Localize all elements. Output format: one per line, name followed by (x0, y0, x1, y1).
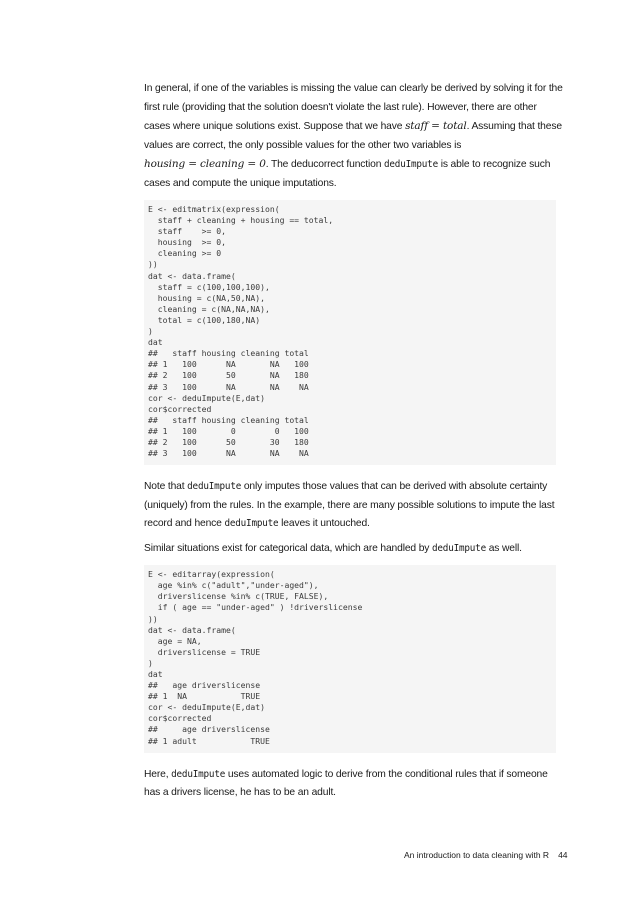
paragraph-categorical (144, 540, 556, 559)
code-line: cor <- deduImpute(E,dat) (148, 392, 265, 403)
inline-code: deduImpute (171, 768, 226, 780)
math-expression: staff = total (405, 120, 467, 132)
footer-title: An introduction to data cleaning with R (404, 850, 550, 860)
text-line: cases and compute the unique imputations. (144, 177, 337, 189)
code-line: ) (148, 326, 153, 337)
text-line (144, 478, 556, 497)
code-line: )) (148, 613, 158, 624)
code-block-editarray (144, 565, 556, 753)
text-span: . The deducorrect function (265, 159, 384, 170)
text-line (144, 155, 556, 175)
page-number: 44 (558, 850, 568, 860)
code-line: ## 3 100 NA NA NA (148, 381, 309, 392)
text-line: (uniquely) from the rules. In the example, there are many possible solutions to impute the last (144, 499, 555, 511)
code-line: cleaning >= 0 (148, 248, 222, 259)
code-line: staff >= 0, (148, 226, 226, 237)
code-line: )) (148, 259, 158, 270)
page-content (144, 80, 563, 803)
code-line: ## 1 adult TRUE (148, 735, 270, 746)
code-line: ## 2 100 50 30 180 (148, 436, 309, 447)
text-line (144, 540, 556, 559)
text-span: Similar situations exist for categorical data, which are handled by (144, 542, 432, 554)
code-line: ## age driverslicense (148, 680, 261, 691)
text-span: Note that (144, 481, 188, 493)
code-line: ## 2 100 50 NA 180 (148, 370, 309, 381)
code-line: ) (148, 657, 153, 668)
code-line: E <- editmatrix(expression( (148, 204, 280, 214)
code-line: E <- editarray(expression( (148, 569, 275, 580)
code-line: if ( age == "under-aged" ) !driverslicense (148, 602, 363, 613)
code-line: cor$corrected (148, 713, 212, 724)
text-line (144, 117, 562, 137)
paragraph-note (144, 478, 556, 534)
code-line: cor <- deduImpute(E,dat) (148, 702, 265, 713)
code-line: total = c(100,180,NA) (148, 314, 261, 325)
text-line: has a drivers license, he has to be an adult. (144, 787, 336, 799)
math-expression: housing = cleaning = 0 (144, 158, 266, 170)
code-line: housing = c(NA,50,NA), (148, 292, 265, 303)
text-span: cases where unique solutions exist. Suppose that we have (144, 121, 406, 132)
text-span: is able to recognize such (437, 159, 551, 170)
text-span: as well. (485, 542, 522, 554)
code-line: staff = c(100,100,100), (148, 281, 270, 292)
text-line (144, 766, 556, 785)
code-line: driverslicense %in% c(TRUE, FALSE), (148, 591, 329, 602)
code-line: driverslicense = TRUE (148, 646, 261, 657)
inline-code: deduImpute (384, 159, 438, 170)
code-line: cor$corrected (148, 403, 212, 414)
code-line: age = NA, (148, 635, 202, 646)
code-line: cleaning = c(NA,NA,NA), (148, 303, 270, 314)
text-line: In general, if one of the variables is missing the value can clearly be derived by solving it for the (144, 83, 563, 94)
text-line (144, 515, 556, 534)
text-line: values are correct, the only possible values for the other two variables is (144, 139, 462, 151)
code-line: ## 1 100 0 0 100 (148, 425, 309, 436)
code-line: dat <- data.frame( (148, 270, 236, 281)
text-span: . Assuming that these (466, 121, 562, 132)
code-block-editmatrix (144, 200, 556, 465)
code-line: ## 3 100 NA NA NA (148, 448, 309, 459)
inline-code: deduImpute (224, 518, 279, 530)
code-line: ## 1 100 NA NA 100 (148, 359, 309, 370)
text-span: leaves it untouched. (278, 518, 370, 530)
code-line: dat <- data.frame( (148, 624, 236, 635)
code-line: staff + cleaning + housing == total, (148, 215, 334, 226)
text-span: uses automated logic to derive from the conditional rules that if someone (225, 768, 548, 780)
code-line: ## age driverslicense (148, 724, 270, 735)
code-line: ## staff housing cleaning total (148, 414, 309, 425)
text-span: only imputes those values that can be derived with absolute certainty (241, 481, 548, 493)
page-footer (404, 850, 568, 860)
inline-code: deduImpute (187, 481, 242, 493)
text-span: record and hence (144, 518, 225, 530)
code-line: age %in% c("adult","under-aged"), (148, 580, 319, 591)
code-line: housing >= 0, (148, 237, 226, 248)
code-line: ## 1 NA TRUE (148, 691, 261, 702)
paragraph-conclusion (144, 766, 556, 803)
inline-code: deduImpute (432, 542, 486, 554)
text-line: first rule (providing that the solution doesn't violate the last rule). However, there are other (144, 101, 537, 113)
code-line: dat (148, 669, 163, 679)
paragraph-intro (144, 80, 563, 193)
code-line: ## staff housing cleaning total (148, 348, 309, 359)
text-span: Here, (144, 768, 172, 780)
code-line: dat (148, 337, 163, 348)
